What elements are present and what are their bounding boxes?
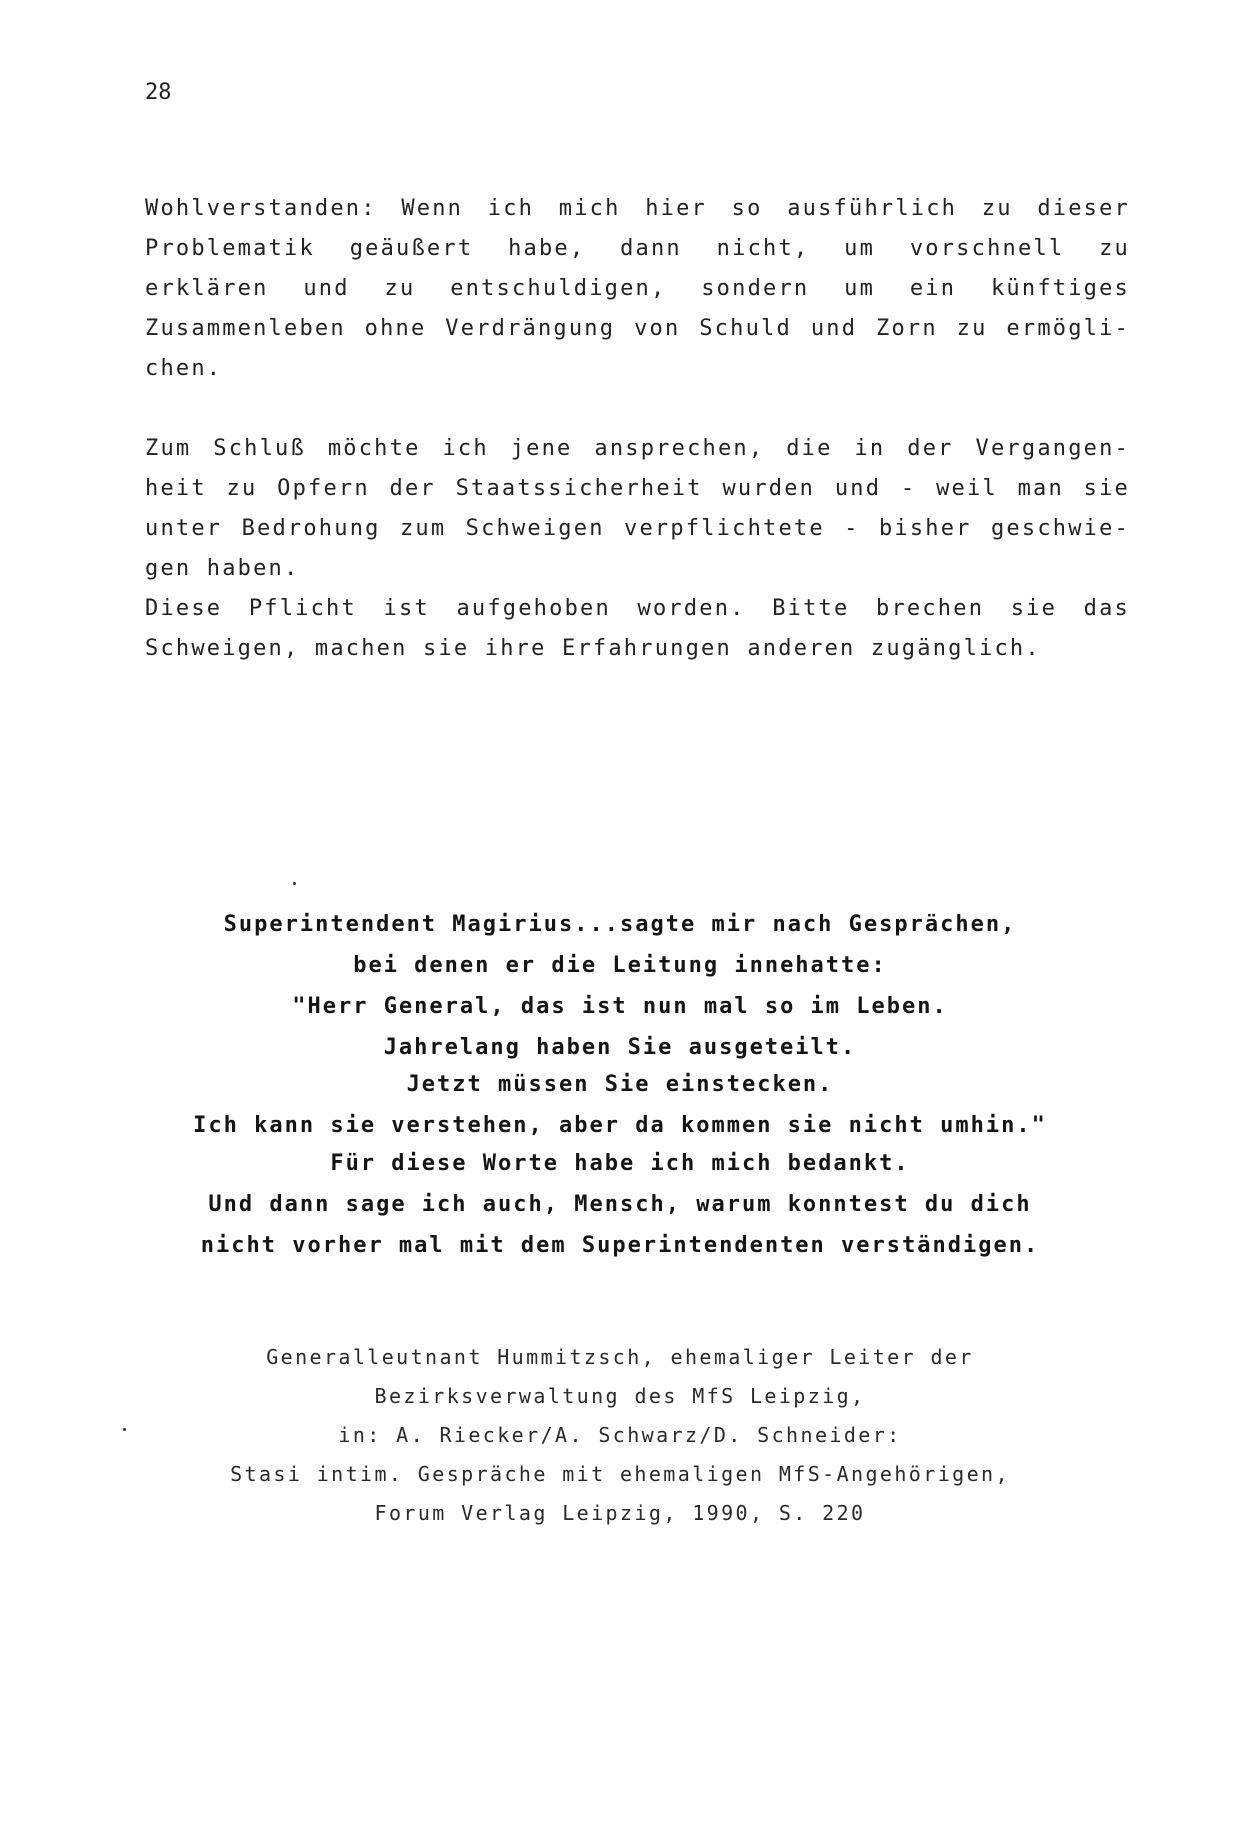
citation-line: in: A. Riecker/A. Schwarz/D. Schneider: xyxy=(338,1423,902,1447)
quote-line: Superintendent Magirius...sagte mir nach Gesprächen, xyxy=(223,912,1017,937)
paragraph-line: chen. xyxy=(145,356,223,381)
quote-line: Ich kann sie verstehen, aber da kommen sie nicht umhin." xyxy=(193,1113,1047,1138)
paragraph-line: heit zu Opfern der Staatssicherheit wurden und - weil man sie xyxy=(145,476,1130,501)
quote-line: bei denen er die Leitung innehatte: xyxy=(353,953,887,978)
page-number: 28 xyxy=(145,80,172,105)
paragraph-line: Problematik geäußert habe, dann nicht, um vorschnell zu xyxy=(145,236,1130,261)
citation-line: Stasi intim. Gespräche mit ehemaligen MfS-Angehörigen, xyxy=(230,1462,1010,1486)
paragraph-line: Wohlverstanden: Wenn ich mich hier so ausführlich zu dieser xyxy=(145,196,1130,221)
paragraph-line: gen haben. xyxy=(145,556,300,581)
paragraph-line: Schweigen, machen sie ihre Erfahrungen anderen zugänglich. xyxy=(145,636,1041,661)
paragraph-line: Zusammenleben ohne Verdrängung von Schuld und Zorn zu ermögli- xyxy=(145,316,1130,341)
quote-line: Und dann sage ich auch, Mensch, warum konntest du dich xyxy=(208,1192,1032,1217)
paragraph-line: Diese Pflicht ist aufgehoben worden. Bitte brechen sie das xyxy=(145,596,1130,621)
scan-speck xyxy=(293,882,296,885)
citation-line: Bezirksverwaltung des MfS Leipzig, xyxy=(374,1384,866,1408)
quote-line: "Herr General, das ist nun mal so im Leben. xyxy=(292,994,948,1019)
citation-line: Forum Verlag Leipzig, 1990, S. 220 xyxy=(374,1501,866,1525)
citation-line: Generalleutnant Hummitzsch, ehemaliger Leiter der xyxy=(266,1345,974,1369)
quote-line: nicht vorher mal mit dem Superintendenten verständigen. xyxy=(200,1233,1040,1258)
paragraph-line: erklären und zu entschuldigen, sondern um ein künftiges xyxy=(145,276,1130,301)
paragraph-line: Zum Schluß möchte ich jene ansprechen, die in der Vergangen- xyxy=(145,436,1130,461)
quote-line: Jahrelang haben Sie ausgeteilt. xyxy=(383,1035,857,1060)
scan-speck xyxy=(123,1428,126,1431)
paragraph-line: unter Bedrohung zum Schweigen verpflichtete - bisher geschwie- xyxy=(145,516,1130,541)
quote-line: Für diese Worte habe ich mich bedankt. xyxy=(330,1151,910,1176)
quote-line: Jetzt müssen Sie einstecken. xyxy=(406,1072,834,1097)
